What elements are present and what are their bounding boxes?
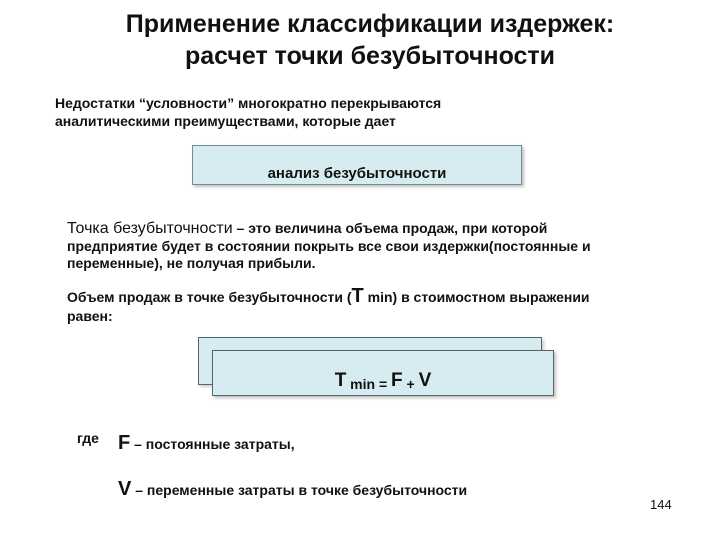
- volume-post: min) в стоимостном выражении: [363, 289, 590, 305]
- intro-line-1: Недостатки “условности” многократно перекрываются: [55, 95, 442, 111]
- formula-box: [212, 350, 554, 396]
- analysis-box: [192, 145, 522, 185]
- volume-line-1: [67, 287, 707, 307]
- page-number: 144: [650, 497, 672, 512]
- volume-paragraph: [67, 287, 707, 326]
- title-line-1: Применение классификации издержек:: [125, 10, 615, 38]
- volume-line-2: равен:: [67, 308, 113, 324]
- definition-line-2: предприятие будет в состоянии покрыть все свои издержки(постоянные и: [67, 237, 591, 254]
- volume-pre: Объем продаж в точке безубыточности (: [67, 289, 352, 305]
- definition-rest: – это величина объема продаж, при которой: [232, 220, 548, 236]
- definition-line-3: переменные), не получая прибыли.: [67, 255, 316, 271]
- formula-t: T: [334, 370, 347, 391]
- fixed-cost-definition: [118, 432, 618, 455]
- volume-t-letter: T: [351, 285, 364, 307]
- title-line-2: расчет точки безубыточности: [184, 42, 556, 70]
- where-label: где: [77, 430, 99, 446]
- v-text: – переменные затраты в точке безубыточности: [131, 482, 468, 498]
- f-letter: F: [118, 432, 131, 454]
- v-letter: V: [118, 478, 132, 500]
- intro-line-2: аналитическими преимуществами, которые дает: [55, 113, 396, 129]
- analysis-box-label: анализ безубыточности: [267, 165, 447, 182]
- f-text: – постоянные затраты,: [130, 436, 295, 452]
- formula-plus: +: [402, 376, 419, 392]
- definition-line-1: [67, 220, 707, 238]
- variable-cost-definition: [118, 478, 678, 501]
- slide-title: [60, 8, 680, 72]
- formula-f: F: [391, 370, 403, 391]
- definition-term: Точка безубыточности: [67, 220, 233, 237]
- formula-v: V: [418, 370, 432, 391]
- formula-min: min =: [346, 376, 392, 392]
- intro-text: [55, 94, 615, 130]
- definition-paragraph: [67, 220, 707, 273]
